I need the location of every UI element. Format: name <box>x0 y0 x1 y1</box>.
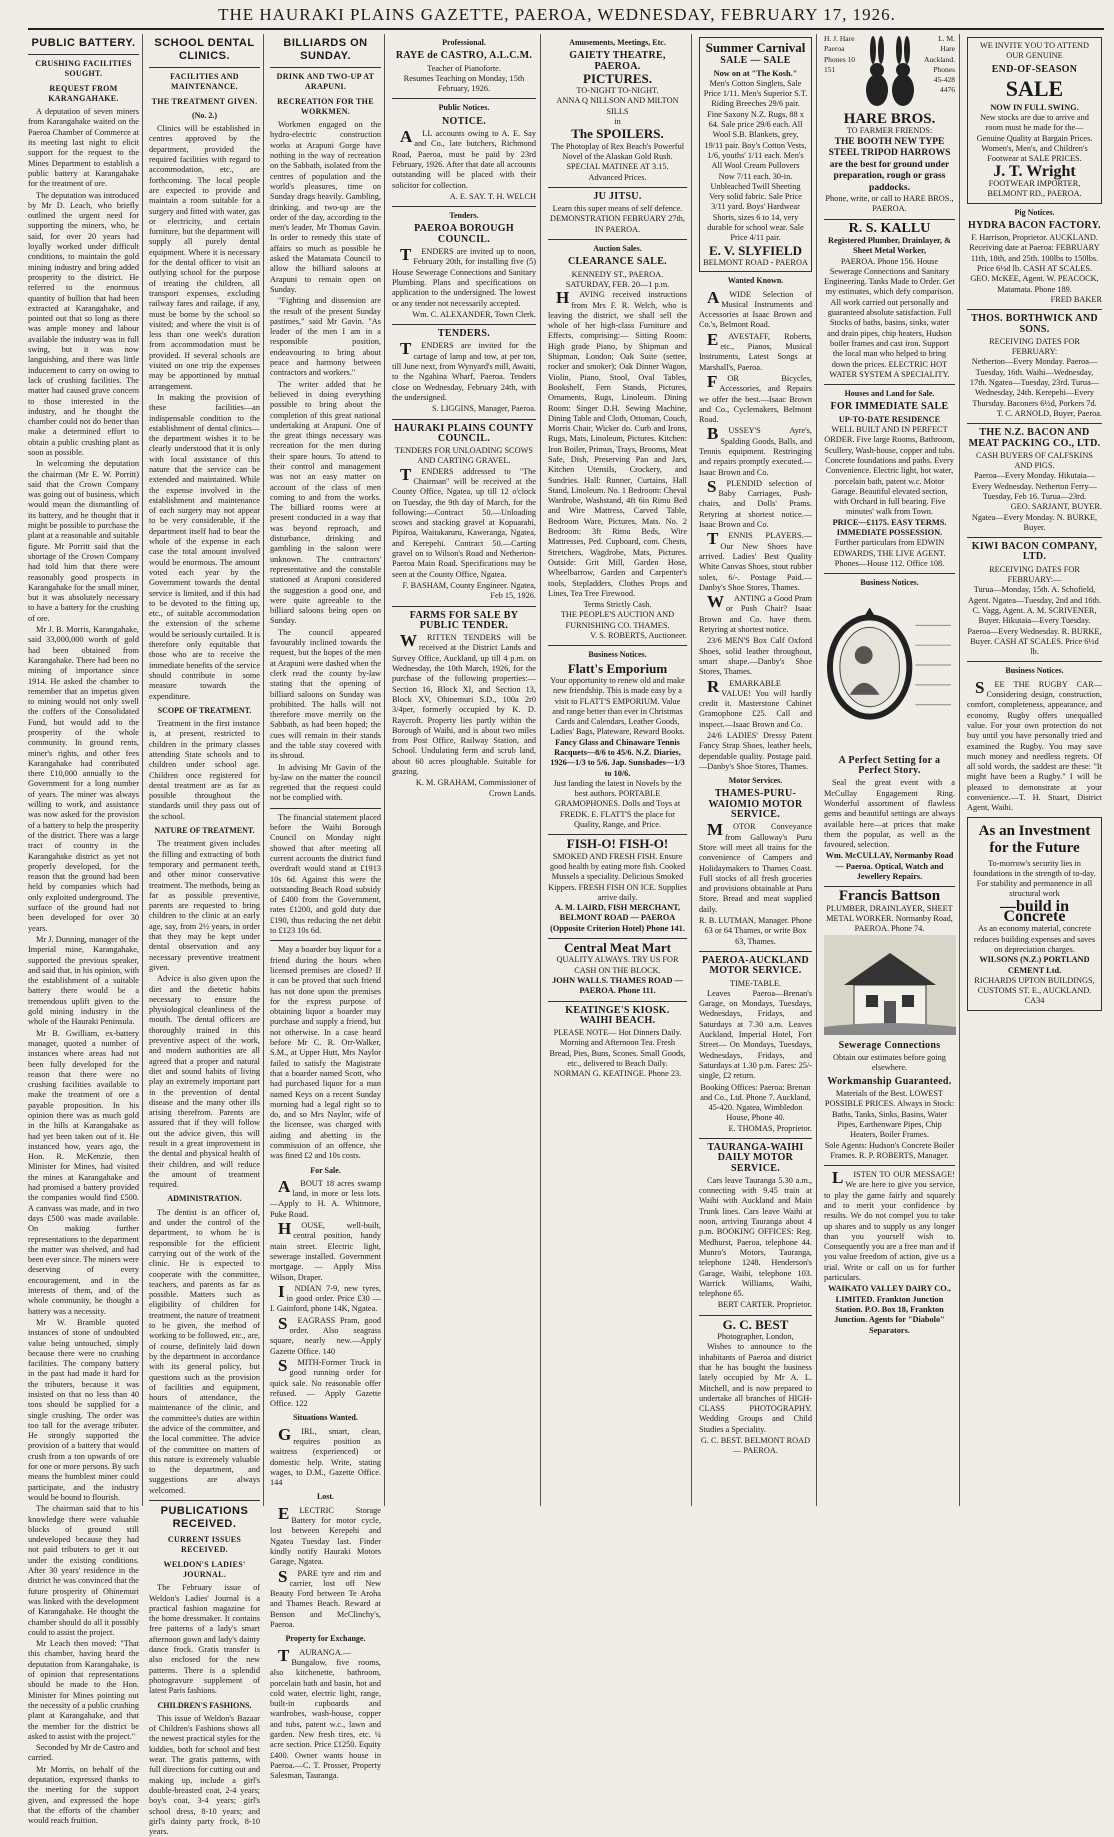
ad-headline: Flatt's Emporium <box>567 660 668 676</box>
ad-title: PAEROA BOROUGH COUNCIL. <box>414 223 514 245</box>
divider <box>967 309 1102 310</box>
divider <box>392 324 536 325</box>
masthead: THE HAURAKI PLAINS GAZETTE, PAEROA, WEDNESDAY, FEBRUARY 17, 1926. <box>218 5 896 24</box>
signature: A. E. SAY. T. H. WELCH <box>449 191 536 201</box>
ad-text: PAEROA. Phone 156. House Sewerage Connections and Sanitary Engineering. Tanks Made to Order. Get my estimates, which defy comparison. All work carried out personally and guaranteed absolute satisfaction. Full Stocks of baths, basins, sinks, water and drain pipes, chip heaters, Hudson boiler frames and cast iron. Support the local man who helped to bring down the prices. ELECTRIC HOT WATER SYSTEM A SPECIALITY. <box>824 256 955 379</box>
divider <box>270 67 381 68</box>
classified-ad: TAURANGA.—Bungalow, five rooms, also kitchenette, bathroom, porcelain bath and basin, hot and cold water, electric light, range, built-in cupboards and wardrobes, wash-house, copper and tubs, patent w.c., lawn and garden. New fresh tires, etc. ¼ acre section. Price £1250. Equity £400. Owner wants house in Paeroa.—C. T. Prosser, Property Salesman, Tauranga. <box>270 1645 381 1781</box>
ad-title: Sewerage Connections <box>838 1039 941 1051</box>
ad-title: SALE — SALE <box>720 55 791 67</box>
ad-line: Your opportunity to renew old and make new friendship. This is made easy by a visit to FLATT'S EMPORIUM. Value and range better than ever in Christmas Cards and Calendars, Leather Goods, Ladies' Bags, Plateware, Reward Books. <box>550 675 685 737</box>
section-heading: SCOPE OF TREATMENT. <box>157 705 252 715</box>
ad-headline: FISH-O! FISH-O! <box>566 836 669 852</box>
notice-text: ALL accounts owing to A. E. Say and Co., late butchers, Richmond Road, Paeroa, must be paid by 23rd February, 1926. After that date all accounts outstanding will be placed with their solicitor for collection. <box>392 127 536 190</box>
end-of-season-sale-ad <box>967 37 1102 204</box>
ad-line: A. M. LAIRD, FISH MERCHANT, BELMONT ROAD — PAEROA (Opposite Criterion Hotel) Phone 141. <box>550 903 685 933</box>
divider <box>824 886 955 887</box>
article-paragraph: The financial statement placed before the Waihi Borough Council on Monday night showed that after meeting all current accounts the district fund overdraft would stand at £1913 10s 6d. Against this were the outstanding Beach Road subsidy of £400 from the Government, rates £1200, and gold duty due £190, thus reducing the net debit to £123 10s 6d. <box>270 812 381 936</box>
divider <box>548 239 687 240</box>
ad-line: UP-TO-DATE RESIDENCE <box>838 414 941 424</box>
ad-line: To-morrow's security lies in foundations in the strength of to-day. For stability and permanence in all structural work <box>973 858 1096 899</box>
ad-line: PLEASE NOTE— Hot Dinners Daily. Morning and Afternoon Tea. Fresh Bread, Pies, Buns, Scones. Small Goods, etc., delivered to Beach Daily. <box>549 1028 686 1069</box>
section-heading: Business Notices. <box>1005 666 1064 676</box>
ad-title: CLEARANCE SALE. <box>568 256 667 268</box>
signature: Wm. C. ALEXANDER, Town Clerk. <box>412 309 536 319</box>
signature: GEO. SARJANT, BUYER. <box>1010 502 1102 512</box>
article-paragraph: Mr B. Gwilliam, ex-battery manager, quoted a number of instances where areas had not been fully developed for the reason that there were no crushing facilities available to make the treatment of ore a payable proposition. In his opinion there was as much gold in the hills at Karangahake as had yet been taken out of it. He instanced how, years ago, the Hon. R. McKenzie, then Minister for Mines, had visited the mines at Karangahake and had promised a battery provided the companies would find £500. A canvass was made, and in two days £500 was made available. On making further representations to the department the matter was shelved, and had been ever since. The miners were deserving of every encouragement, and in the interests of them, and of the whole community, he thought a battery was a necessity. <box>28 1028 139 1316</box>
divider <box>548 187 687 188</box>
ad-text: THE BOOTH NEW TYPE STEEL TRIPOD HARROWS are the best for ground under preparation, rough or grass paddocks. <box>828 136 951 193</box>
engagement-ring-illustration-icon <box>824 595 955 745</box>
ad-subtitle: TENDERS FOR UNLOADING SCOWS AND CARTING GRAVEL. <box>394 446 534 466</box>
ad-headline: E. V. SLYFIELD <box>709 242 802 258</box>
classified-ad: SMITH-Former Truck in good running order for quick sale. No reasonable offer refused. — Apply Gazette Office. 122 <box>270 1355 381 1409</box>
ad-line: WILSONS (N.Z.) PORTLAND CEMENT Ltd. <box>979 955 1090 975</box>
classified-ad: SEAGRASS Pram, good order. Also seagrass square, nearly new.—Apply Gazette Office. 140 <box>270 1313 381 1356</box>
article-title: PUBLIC BATTERY. <box>31 37 136 49</box>
ad-headline: J. T. Wright <box>993 162 1076 180</box>
classified-ad: ABOUT 18 acres swamp land, in more or less lots.—Apply to H. A. Whitmore, Puke Road. <box>270 1176 381 1219</box>
article-paragraph: In advising Mr Gavin of the by-law on the matter the council regretted that the request could not be complied with. <box>270 762 381 803</box>
article-subhead: DRINK AND TWO-UP AT ARAPUNI. <box>276 72 375 92</box>
section-heading: Amusements, Meetings, Etc. <box>569 38 666 47</box>
ad-line: SPECIAL MATINEE AT 3.15. <box>566 162 669 172</box>
ad-line: PRICE—£1175. EASY TERMS. IMMEDIATE POSSESSION. <box>832 517 947 537</box>
notice-text: TENDERS are invited up to noon, February 20th, for installing five (5) House Sewerage Connections and Sanitary Plumbing. Plans and specifications on application to the undersigned. The lowest or any tender not necessarily accepted. <box>392 245 536 308</box>
divider <box>824 573 955 574</box>
ad-text: Wishes to announce to the inhabitants of Paeroa and district that he has bought the business lately occupied by Mr A. L. Mitchell, and is now prepared to undertake all branches of HIGH-CLASS PHOTOGRAPHY. Wedding Groups and Child Studies a Speciality. <box>699 1342 812 1434</box>
article-paragraph: The council appeared favourably inclined towards the request, but the hopes of the men at Arapuni were dashed when the clerk read the county by-law stating that the opening of billiard saloons on Sunday was prohibited. The halls will not therefore move merrily on the Sabbath, as had been hoped; the cues will remain in their stands and the table stay covered with its shroud. <box>270 627 381 761</box>
ad-title: HYDRA BACON FACTORY. <box>968 219 1101 231</box>
ad-line: Genuine Quality at Bargain Prices. <box>976 133 1093 143</box>
ad-title: RAYE de CASTRO, A.L.C.M. <box>395 50 533 62</box>
column-amusements <box>544 34 692 1506</box>
article-paragraph: Mr Leach then moved: "That this chamber, having heard the deputation from Karangahake, is of opinion that representations should be made to the Hon. Minister for Mines pointing out the necessity of a public crushing plant at Karangahake, and that the member for the district be asked to assist with the project." <box>28 1639 139 1741</box>
ad-line: RECEIVING DATES FOR FEBRUARY:— <box>989 564 1080 585</box>
article-subhead: REQUEST FROM KARANGAHAKE. <box>48 83 119 103</box>
section-heading: Motor Services. <box>728 776 783 786</box>
ad-title: Workmanship Guaranteed. <box>827 1075 952 1087</box>
ad-line: THE PEOPLE'S AUCTION AND FURNISHING CO. THAMES. <box>560 610 675 630</box>
ad-line: TO-NIGHT TO-NIGHT. <box>576 86 659 96</box>
ad-headline: PICTURES. <box>583 70 652 86</box>
hare-header <box>824 34 955 112</box>
article-subhead: FACILITIES AND MAINTENANCE. <box>170 72 239 92</box>
concrete-ad <box>967 817 1102 1011</box>
ad-text: LISTEN TO OUR MESSAGE! We are here to give you service, to play the game fairly and squarely and to merit your confidence by results. We do not compel you to take up shares and to supply us any longer than you yourself wish to. Consequently you are a free man and if you value freedom of action, give us a trial. Write or call on us for further particulars. <box>824 1168 955 1283</box>
ad-line: Fancy Glass and Chinaware Tennis Racquets—8/6 to 45/6. N.Z. Diaries, 1926—1/3 to 5/6. Jap. Sunshades—1/3 to 10/6. <box>550 737 685 778</box>
ad-line: ANNA Q NILLSON AND MILTON SILLS <box>556 96 679 116</box>
ad-headline: Francis Battson <box>838 888 941 905</box>
article-paragraph: Mr W. Bramble quoted instances of stone of undoubted value being untouched, simply because there were no crushing facilities. The company battery in the past had made it hard for the tributers, because it was insisted on that no less than 40 tons should be supplied for a single crushing. The order was too tall for the average tributer. He strongly supported the provision of a battery that would crush from a ton upwards of ore for one or more persons. By such means the humblest miner could participate, and the industry would be bound to flourish. <box>28 1317 139 1502</box>
section-heading: Auction Sales. <box>593 244 642 254</box>
masthead-rule <box>28 28 1104 30</box>
ad-line: CASH BUYERS OF CALFSKINS AND PIGS. <box>976 450 1093 471</box>
hare-left-name: H. J. Hare <box>824 34 855 43</box>
ad-line: TIME-TABLE. <box>729 978 782 988</box>
article-paragraph: The February issue of Weldon's Ladies' Journal is a practical fashion magazine for the home dressmaker. It contains free patterns of a lady's smart afternoon gown and lady's dainty dance frock. Gratis transfer is also enclosed for the new patterns. There is a splendid photogravure supplement of latest Paris fashions. <box>149 1583 260 1696</box>
ad-line: Just landing the latest in Novels by the best authors. PORTABLE GRAMOPHONES. Dolls and Toys at FREDK. E. FLATT'S the place for Quality, Range, and Price. <box>553 778 682 830</box>
signature: K. M. GRAHAM, Commissioner of Crown Lands. <box>415 778 536 798</box>
article-part: (No. 2.) <box>191 110 218 120</box>
signature: V. S. ROBERTS, Auctioneer. <box>590 631 687 641</box>
section-heading: Tenders. <box>449 211 479 221</box>
ad-line: New stocks are due to arrive and room must be made for the— <box>980 113 1089 133</box>
divider <box>824 1165 955 1166</box>
ad-title: END-OF-SEASON <box>991 63 1078 75</box>
ad-line: Booking Offices: Paeroa: Brenan and Co., Ltd. Phone 7. Auckland, 45-420. Ngatea, Wimbledon House, Phone 40. <box>700 1082 811 1123</box>
ad-text: Cars leave Tauranga 5.30 a.m., connecting with 9.45 train at Waihi with Auckland and Main Trunk lines. Cars leave Waihi at noon, arriving Tauranga about 4 p.m. BOOKING OFFICES: Reg. Medhurst, Paeroa, telephone 44. Munro's Motors, Tauranga, telephone 1248. Henderson's Garage, Waihi, telephone 103. Warrick Williams, Waihi, telephone 65. <box>699 1175 812 1299</box>
article-paragraph: Mr Morris, on behalf of the deputation, expressed thanks to the meeting for the support given, and expressed the hope that the efforts of the chamber would reach fruition. <box>28 1764 139 1826</box>
article-paragraph: Clinics will be established in centres approved by the department, provided the required facilities with regard to accommodation, etc., are forthcoming. The local people are expected to provide and maintain a room suitable for a surgery and fitted with water, gas or electricity, and certain furniture, but the department will supply all purely dental equipment. Where it is necessary for the dental officer to visit an outlying school for the purpose of treating the children, all transport expenses, excluding railway fares and railage, if any, must be borne by the school so visited; and where the visit is of less than one week's duration from accommodation must be provided. If several schools are visited on one trip the expenses may be apportioned by mutual arrangement. <box>149 124 260 391</box>
ad-line: WE INVITE YOU TO ATTEND OUR GENUINE <box>979 41 1090 61</box>
divider <box>967 661 1102 662</box>
classified-ad: AWIDE Selection of Musical Instruments and Accessories at Isaac Brown and Co.'s, Belmont Road. <box>699 287 812 330</box>
ad-line: Photographer, London, <box>717 1332 794 1342</box>
classified-ad: SPLENDID selection of Baby Carriages, Push-chairs, and Dolls' Prams. Retyring at shortest notice.—Isaac Brown and Co. <box>699 476 812 530</box>
ad-headline: —build in Concrete <box>1000 897 1069 926</box>
article-title: PUBLICATIONS RECEIVED. <box>160 1505 249 1531</box>
ad-title: TENDERS. <box>437 328 491 340</box>
article-paragraph: Workmen engaged on the hydro-electric construction works at Arapuni Gorge have nothing in the way of recreation on the Sabbath, isolated from the centres of population and the world's pleasures, time on Sunday drags heavily. Gambling, drinking, and two-up are the order of the day, according to the men's leader, Mr Thomas Gavin. In order to remedy this state of affairs so much as possible he asked the Matamata Council to allow the billiard saloons at Arapuni to remain open on Sunday. <box>270 120 381 294</box>
article-paragraph: In welcoming the deputation the chairman (Mr E. W. Porritt) said that the Crown Company was going out of business, which would mean the dismantling of its battery, and he thought that it might be possible to purchase the plant at a reasonable and suitable figure. Mr Porritt said that the shortage of the Crown Company had told him that there were reasonably good prospects in Karangahake for the small miner, but it was absolutely necessary to have a battery for the crushing of ore. <box>28 459 139 623</box>
ad-text: Seal the great event with a McCullay Engagement Ring. Wonderful assortment of flawless gems and beautiful settings are always available here—at prices that make them the popular, as well as the favoured, selection. <box>824 778 955 850</box>
ad-line: DEMONSTRATION FEBRUARY 27th, IN PAEROA. <box>550 214 685 234</box>
ad-title: THE N.Z. BACON AND MEAT PACKING CO., LTD. <box>968 427 1101 449</box>
classified-heading: Lost. <box>316 1492 335 1502</box>
signature: WAIKATO VALLEY DAIRY CO., LIMITED. Frankton Junction Station. P.O. Box 18, Frankton Junction. Agents for "Diabolo" Separators. <box>828 1284 951 1335</box>
article-subhead: RECREATION FOR THE WORKMEN. <box>277 96 374 116</box>
ad-line: RECEIVING DATES FOR FEBRUARY: <box>989 336 1080 357</box>
article-subhead: CRUSHING FACILITIES SOUGHT. <box>35 59 132 79</box>
ad-headline: R. S. KALLU <box>848 220 931 236</box>
divider <box>28 54 139 55</box>
ad-line: Registered Plumber, Drainlayer, & Sheet Metal Worker, <box>828 235 951 256</box>
divider <box>392 98 536 99</box>
ad-text: SEE THE RUGBY CAR—Considering design, construction, comfort, completeness, appearance, and economy, Rugby offers unequalled value. For your own protection do not buy until you have personally tried and examined the Rugby. You may save much money and needless regrets. Of all sold words, the saddest are these: "It might have been a Rugby." I will be pleased to demonstrate at your convenience.—T. H. Stuart, District Agent, Waihi. <box>967 677 1102 813</box>
classified-ad: 24/6 LADIES' Dressy Patent Fancy Strap Shoes, leather heels, dependable quality. Postage paid.—Danby's Shoe Stores, Thames. <box>699 731 812 771</box>
ad-line: Obtain our estimates before going elsewhere. <box>833 1053 946 1073</box>
signature: R. B. LUTMAN, Manager. Phone 63 or 64 Thames, or write Box 63, Thames. <box>699 916 812 946</box>
ad-text: F. Harrison, Proprietor. AUCKLAND. Receiving date at Paeroa: FEBRUARY 11th, 18th, and 25th. 100lbs to 150lbs. Price 6½d lb. CASH AT SCALES. GEO. McKEE, Agent. W. PEACOCK, Matamata. Phone 189. <box>969 233 1100 294</box>
ad-text: Materials of the Best. LOWEST POSSIBLE PRICES. Always in Stock: Baths, Tanks, Sinks, Basins, Water Pipes, Earthenware Pipes, Chip Heaters, Boiler Frames. <box>824 1089 955 1140</box>
section-heading: Wanted Known. <box>727 276 784 286</box>
classified-ad: ELECTRIC Storage Battery for motor cycle, lost between Kerepehi and Ngatea Tuesday last. Finder kindly notify Hauraki Motors Garage, Ngatea. <box>270 1503 381 1567</box>
house-illustration-icon <box>824 935 956 1035</box>
ad-line: BELMONT ROAD - PAEROA <box>703 257 808 267</box>
ad-text: WELL BUILT AND IN PERFECT ORDER. Five large Rooms, Bathroom, Scullery, Wash-house, copper and tubs. Concrete foundations and paths. Every Convenience. Electric light, hot water, porcelain bath, patent w.c. Motor Garage. Beautiful elevated section, with Orchard in full bearing. Five minutes' walk from Town. <box>824 425 955 517</box>
ad-line: FOOTWEAR IMPORTER, BELMONT RD., PAEROA. <box>987 178 1082 199</box>
notice-text: TENDERS are invited for the cartage of lamp and tow, at per ton, till June next, from Wynyard's mill, Awaiti, to the Ngahina Wharf, Paeroa. Tenders close on Wednesday, February 24th, with the undersigned. <box>392 339 536 402</box>
ad-headline: Summer Carnival <box>705 40 806 55</box>
article-paragraph: The deputation was introduced by Mr D. Leach, who briefly outlined the urgent need for supporting the miners, who, he said, for over 20 years had loyally worked under difficult conditions, to maintain the gold mining industry and bring added prosperity to the district. He referred to the enormous quantity of bullion that had been extracted at Karangahake, and pointed out that so long as there was ample money and labour available the industry was in full swing, but it was now languishing, and there was little inducement to carry on owing to lack of crushing facilities. The matter had caused grave concern to those interested in the industry, and he thought the chamber could not do better than make a determined effort to obtain a public crushing plant as soon as possible. <box>28 190 139 457</box>
section-heading: Pig Notices. <box>1014 207 1055 217</box>
ad-title: JU JITSU. <box>593 190 642 202</box>
divider <box>392 206 536 207</box>
classified-heading: Property for Exchange. <box>285 1634 366 1644</box>
article-paragraph: Mr J. Dunning, manager of the Imperial mine, Karangahake, supported the previous speaker, and said that, in his opinion, with the establishment of a suitable battery there would be a tremendous uplift given to the gold mining industry in the whole of the Hauraki Peninsula. <box>28 934 139 1027</box>
divider <box>699 1138 812 1139</box>
signature: BERT CARTER. Proprietor. <box>717 1300 812 1310</box>
ad-title: THAMES-PURU-WAIOMIO MOTOR SERVICE. <box>708 788 803 821</box>
article-paragraph: May a boarder buy liquor for a friend during the hours when licensed premises are closed? If it can be proved that such friend has not done upon the premises for the express purpose of obtaining liquor a boarder may purchase and supply a friend, but not otherwise. In a case heard before Mr C. R. Orr-Walker, S.M., at Upper Hutt, Mrs Naylor failed to satisfy the Magistrate that a boarder named Scott, who had purchased liquor for a man named Keys on a recent Sunday morning had a legal right so to do, and so Mrs Naylor, wife of the licensee, was charged with aiding and abetting in the commission of an offence, she was fined £2 and 10s costs. <box>270 945 381 1161</box>
classified-heading: Situations Wanted. <box>293 1413 358 1423</box>
ad-line: JOHN WALLS. THAMES ROAD — PAEROA. Phone 111. <box>552 975 683 996</box>
divider <box>392 419 536 420</box>
ad-title: KIWI BACON COMPANY, LTD. <box>971 541 1098 563</box>
divider <box>270 940 381 941</box>
hare-right-name: L. M. Hare <box>938 34 955 54</box>
ad-title: HAURAKI PLAINS COUNTY COUNCIL. <box>394 422 534 444</box>
ad-headline: As an Investment for the Future <box>978 822 1091 856</box>
ad-text: Netherton—Every Monday. Paeroa—Tuesday, 16th. Waihi—Wednesday, 17th. Ngatea—Tuesday, 23rd. Turua—Wednesday, 24th. Kerepehi—Every Thursday. Baconers 6½d, Porkers 7d. <box>969 357 1100 408</box>
signature: F. BASHAM, County Engineer. Ngatea, Feb 15, 1926. <box>402 580 536 601</box>
classified-ad: SPARE tyre and rim and carrier, lost off New Beauty Ford between Te Aroha and Thames Beach. Reward at Benson and McClinchy's, Paeroa. <box>270 1566 381 1630</box>
article-paragraph: Seconded by Mr de Castro and carried. <box>28 1743 139 1763</box>
classified-ad: WANTING a Good Pram or Push Chair? Isaac Brown and Co. have them. Retyring at shortest notice. <box>699 592 812 635</box>
divider <box>699 1315 812 1316</box>
ad-line: PLUMBER, DRAINLAYER, SHEET METAL WORKER. Normanby Road, PAEROA. Phone 74. <box>826 903 953 934</box>
classified-ad: GIRL, smart, clean, requires position as waitress (experienced) or domestic help. Write, stating wages, to D.M., Gazette Office. 144 <box>270 1424 381 1488</box>
ad-text: Ngatea—Every Monday. N. BURKE, Buyer. <box>971 512 1098 532</box>
ad-title: TAURANGA-WAIHI DAILY MOTOR SERVICE. <box>707 1141 804 1174</box>
signature: Sole Agents: Hudson's Concrete Boiler Frames. R. P. ROBERTS, Manager. <box>824 1140 955 1160</box>
ad-line: QUALITY ALWAYS. TRY US FOR CASH ON THE BLOCK. <box>556 955 679 975</box>
hare-logo-icon <box>859 34 921 112</box>
classified-ad: BUSSEY'S Ayre's, Spalding Goods, Balls, and Tennis equipment. Restringing and repairs promptly executed.—Isaac Brown and Co. <box>699 424 812 477</box>
ad-line: Now on at "The Kosh." <box>713 68 798 78</box>
classified-ad: TENNIS PLAYERS.—Our New Shoes have arrived. Ladies' Best Quality White Canvas Shoes, stout rubber soles, 6/-. Postage Paid.—Danby's Shoe Stores, Thames. <box>699 529 812 592</box>
ad-line: Teacher of Pianoforte. <box>427 63 501 73</box>
classified-heading: For Sale. <box>310 1165 341 1175</box>
column-public-battery <box>28 34 143 1826</box>
article-paragraph: The dentist is an officer of, and under the control of the department, to whom he is responsible for the efficient carrying out of the work of the clinic. He is expected to cooperate with the committee, teachers, and parents as far as possible. Matters such as eligibility of children for treatment, the nature of treatment to be given, the method of working to be followed, etc., are, of course, definitely laid down by the department in accordance with its general policy, but questions such as the provision of facilities and equipment, hours of attendance, the maintenance of the clinic, and the committee's duties are within the advice of the committee, and the local committee. The advice of the committee on matters of this nature is extremely valuable to the department, and suggestions are always welcomed. <box>149 1207 260 1495</box>
ad-title: FOR IMMEDIATE SALE <box>830 401 949 413</box>
divider <box>149 1500 260 1501</box>
article-title: SCHOOL DENTAL CLINICS. <box>154 37 255 62</box>
ad-title: NOTICE. <box>441 115 487 127</box>
ad-text: HAVING received instructions from Mrs F. R. Welch, who is leaving the district, we shall sell the whole of her high-class Furniture and Effects, comprising:— Sitting Room: High grade Piano, by Shipman and Shipman, London; Oak Suite (settee, rocker and smoker); Oak Dinner Wagon, Violin, Piano, Stool, Oval Tables, Bookshelf, Fern Stands, Pictures, Ornaments, Rugs, Linoleum. Dining Room: Singer D.H. Sewing Machine, Dining Table and Cloth, Ottoman, Couch, Morris Chair, Wicker do. Curb and Irons, Rugs, Mats, Linoleum, Pictures. Kitchen: Iron Boiler, Primus, Trays, Brooms, Meat Safe, Dish, Preserving Pan and Jars, Kitchen Utensils, Crockery, and Sundries. Hall: Runner, Curtains, Hall Stand, Linoleum. No. 1 Bedroom: Cheval Wardrobe, Washstand, 4ft 6in Rimu Bed and Wire Mattress, Carved Table, Bedroom Ware, Pictures, Mats. No. 2 Bedroom: 3ft Rimu Beds, Wire Mattresses, Ped. Cupboard, com. Chests, Stretchers, Wagdrobe, Mats, Pictures. Outside: Grit Mill, Garden Hose, Wheelbarrow, Garden and Carpenter's tools, Stepladders, Clothes Props and Lines, Tea Tree Firewood. <box>548 288 687 598</box>
divider <box>967 537 1102 538</box>
ad-text: Leaves Paeroa—Brenan's Garage, on Mondays, Tuesdays, Wednesdays, Fridays, and Saturdays at 7.30 a.m. Leaves Auckland, Imperial Hotel, Fort Street— On Mondays, Tuesdays, Wednesdays, Fridays, and Saturdays at 1.30 p.m. Fares: 25/- single, £2 return. <box>699 988 812 1081</box>
article-paragraph: Mr J. B. Morris, Karangahake, said 33,000,000 worth of gold had been obtained from Karangahake. There had been no mining of importance since 1914. He asked the chamber to remember that an impetus given to mining would not only swell the coffers of the Consolidated Fund, but would add to the prosperity of the whole community. In ground rents, miner's rights, and other fees Karangahake had contributed there £10,000 annually to the Government for a long number of years. The miner was always willing to work, and assistance was now asked for the provision of a battery to help the prosperity of the district. There was a large tract of country in the Karangahake district as yet not properly developed, for the reason that the ground had been held by companies which had only exploited underground. The surface of the ground had not been developed for over 30 years. <box>28 625 139 933</box>
ad-line: Women's, Men's, and Children's Footwear at SALE PRICES. <box>981 144 1088 164</box>
divider <box>392 606 536 607</box>
divider <box>824 384 955 385</box>
ad-headline: HARE BROS. <box>843 111 936 127</box>
divider <box>967 423 1102 424</box>
ad-line: Learn this super means of self defence. <box>552 204 683 214</box>
section-heading: Public Notices. <box>438 103 490 113</box>
article-paragraph: Advice is also given upon the diet and the dietetic habits necessary to ensure the physiological cleanliness of the mouth. The dental officers are thoroughly trained in this preventive aspect of the work, and modern authorities are all agreed that a proper and natural diet and sound habits of living play an extremely important part in the prevention of dental disease and the many other ills arising therefrom. Parents are assured that if they will follow out the advice given, this will result in a great improvement in the dental and physical health of their children, and will reduce the amount of treatment required. <box>149 974 260 1190</box>
ad-line: The Photoplay of Rex Beach's Powerful Novel of the Alaskan Gold Rush. <box>550 141 685 161</box>
article-paragraph: "Fighting and dissension are the result of the present Sunday pastimes," said Mr Gavin. "As leader of the men I am in a responsible position, endeavouring to bring about peace and harmony between contractors and workers." <box>270 296 381 378</box>
article-title: BILLIARDS ON SUNDAY. <box>283 37 368 62</box>
article-paragraph: The writer added that he believed in doing everything possible to bring about the completion of this great national undertaking at Arapuni. One of the great things necessary was recreation for the men during their spare hours. To attend to their control and management was not an easy matter on account of the class of men coming to and from the works. The billiard rooms were at present conducted in a way that was beyond reproach, and disturbance, drinking and gambling in the saloon were unknown. The contractors' representative and the constable stationed at Arapuni considered the suggestion a good one, and were quite agreeable to the billiard saloons being open on Sunday. <box>270 379 381 626</box>
notice-text: TENDERS addressed to "The Chairman" will be received at the County Office, Ngatea, up till 12 o'clock on Tuesday, the 9th day of March, for the following:—Contract 50.—Unloading scows and stacking gravel at Kopuarahi, Pipiroa, Waitakaruru, Kaweranga, Ngatea, and Kerepehi. Contract 50.—Carting gravel on to Wilson's Road and Netherton-Paeroa Main Road. Specifications may be seen at the County Office, Ngatea. <box>392 464 536 579</box>
signature: E. THOMAS, Proprietor. <box>728 1123 812 1133</box>
article-subhead: CURRENT ISSUES RECEIVED. <box>167 1535 242 1555</box>
ad-line: NORMAN G. KEATINGE. Phone 23. <box>553 1069 682 1079</box>
classified-ad: HOUSE, well-built, central position, handy main street. Electric light, sewerage installed. Government mortgage. — Apply Miss Wilson, Draper. <box>270 1219 381 1282</box>
section-heading: Professional. <box>442 38 486 47</box>
ad-line: SATURDAY, FEB. 20—1 p.m. <box>565 279 670 289</box>
ad-headline: Central Meat Mart <box>564 940 671 956</box>
column-hare-bros <box>820 34 960 1506</box>
ad-text: Paeroa—Every Monday. Hikutaia—Every Wednesday. Netherton Ferry—Tuesday, Feb 16. Turua—23rd. <box>972 471 1097 501</box>
ad-headline: The SPOILERS. <box>571 126 664 142</box>
classified-ad: INDIAN 7-9, new tyres, in good order. Price £30 —I. Gainford, phone 14K, Ngatea. <box>270 1281 381 1314</box>
article-subhead: WELDON'S LADIES' JOURNAL. <box>163 1559 246 1579</box>
hare-right-phones: Auckland. Phones 45-428 4476 <box>923 54 955 95</box>
signature: S. LIGGINS, Manager, Paeroa. <box>431 404 536 414</box>
section-heading: Business Notices. <box>860 578 919 588</box>
article-paragraph: The chairman said that to his knowledge there were valuable blocks of ground still undeveloped because they had not paid tributers to get it out under the existing conditions. After 30 years' residence in the district he was convinced that the future prosperity of Ohinemuri was linked with the development of Karangahake. He thought the chamber should do all it possibly could to assist the project. <box>28 1504 139 1637</box>
article-paragraph: Treatment in the first instance is, at present, restricted to children in the primary classes attending State schools and to children under school age. Children once registered for dental treatment are as far as possible throughout the standards until they pass out of the school. <box>149 719 260 821</box>
divider <box>824 219 955 220</box>
ad-headline: SALE <box>1005 75 1064 101</box>
divider <box>149 67 260 68</box>
ad-title: THOS. BORTHWICK AND SONS. <box>971 313 1098 335</box>
ad-line: Further particulars from EDWIN EDWARDS, THE LIVE AGENT. Phones—House 112. Office 108. <box>833 538 946 568</box>
section-heading: Houses and Land for Sale. <box>844 389 935 399</box>
section-heading: CHILDREN'S FASHIONS. <box>157 1700 252 1710</box>
classified-ad: EAVESTAFF, Roberts, etc., Pianos, Musical Instruments, Latest Songs at Marshall's, Paeroa. <box>699 329 812 372</box>
column-dental-clinics <box>146 34 264 1837</box>
signature: T. C. ARNOLD, Buyer, Paeroa. <box>996 408 1102 418</box>
ad-title: GAIETY THEATRE, PAEROA. <box>569 50 666 72</box>
ad-line: Phone, write, or call to HARE BROS., PAEROA. <box>825 194 954 214</box>
ad-line: RICHARDS UPTON BUILDINGS, CUSTOMS ST. E., AUCKLAND. CA34 <box>974 975 1095 1006</box>
article-paragraph: In making the provision of these facilities—an indispensable condition to the establishment of dental clinics—the department wishes it to be clearly understood that it is only with local assistance of this nature that the service can be extended and maintained. While the expense involved in the establishment and maintenance of each surgery may not appear to be very considerable, if the department itself had to bear the whole of the expense in each case the total amount involved would be enormous. The amount voted each year by the Government towards the dental service is limited, and if this had to be devoted to the fitting up, etc., of suitable accommodation the extension of the scheme would be seriously curtailed. It is therefore only equitable that those who are to receive the immediate benefits of the service should contribute in some measure towards the expenditure. <box>149 392 260 701</box>
ad-title: A Perfect Setting for a Perfect Story. <box>838 754 941 777</box>
divider <box>699 951 812 952</box>
divider <box>270 808 381 809</box>
divider <box>548 1001 687 1002</box>
notice-text: WRITTEN TENDERS will be received at the District Lands and Survey Office, Auckland, up till 4 p.m. on Wednesday, the 10th March, 1926, for the purchase of the following properties:— Section 16, Block XI, and Section 13, Block XV, Ohinemuri S.D., 100a 2r0 3/4per, formerly occupied by K. D. Raycroft. Property lies partly within the Borough of Waihi, and is about two miles from Post Office, Railway Station, and School. Undulating ferm and scrub land, about 60 acres ploughable. Suitable for grazing. <box>392 631 536 776</box>
ad-line: NOW IN FULL SWING. <box>990 102 1079 112</box>
column-carnival <box>695 34 817 1506</box>
classified-ad: REMARKABLE VALUE! You will hardly credit it. Masterstone Cabinet Gramophone £25. Call and inspect.—Isaac Brown and Co. <box>699 676 812 729</box>
ad-line: KENNEDY ST., PAEROA. <box>571 269 664 279</box>
signature: FRED BAKER <box>1050 294 1102 304</box>
ad-text: MOTOR Conveyance from Galloway's Puru Store will meet all trains for the convenience of Campers and Holidaymakers to Thames Coast. Full stocks of all fresh groceries and provisions obtainable at Puru Store. Bread and meat supplied daily. <box>699 820 812 914</box>
article-paragraph: The treatment given includes the filling and extracting of both temporary and permanent teeth, and other minor conservative treatment. The methods, being as far as possible preventive, parents are requested to bring children to the clinic at an early age, say, from 2½ years, in order that they may be kept under dental observation and any necessary preventive treatment given. <box>149 839 260 972</box>
ad-line: Terms Strictly Cash. <box>583 600 652 610</box>
divider <box>548 938 687 939</box>
section-heading: NATURE OF TREATMENT. <box>154 826 255 836</box>
ad-line: TO FARMER FRIENDS: <box>846 126 933 136</box>
article-paragraph: A deputation of seven miners from Karangahake waited on the Paeroa Chamber of Commerce at its meeting last night to elicit support for the request to the Mines Department to establish a public battery at Karangahake for the treatment of ore. <box>28 107 139 189</box>
divider <box>548 834 687 835</box>
ad-line: in <box>614 117 621 127</box>
signature: Wm. McCULLAY, Normanby Road — Paeroa. Optical, Watch and Jewellery Repairs. <box>825 851 954 882</box>
ad-headline: G. C. BEST <box>722 1316 789 1332</box>
signature: G. C. BEST. BELMONT ROAD — PAEROA. <box>700 1436 811 1456</box>
article-paragraph: This issue of Weldon's Bazaar of Children's Fashions shows all the newest practical styles for the kiddies, both for school and best wear. The gratis patterns, with full directions for cutting out and making up, include a girl's double-breasted coat, 2-4 years; boy's coat, 3-4 years; girl's school dress, 8-10 years; and girl's dainty party frock, 8-10 years. <box>149 1713 260 1837</box>
ad-line: SMOKED AND FRESH FISH. Ensure good health by eating more fish. Cooked Mussels a speciality. Delicious Smoked Kippers. FRESH FISH ON ICE. Supplies arrive daily. <box>548 851 687 902</box>
hare-left-phones: Paeroa Phones 10 151 <box>824 44 856 74</box>
section-heading: ADMINISTRATION. <box>167 1194 242 1204</box>
column-sale-pigs <box>963 34 1106 1506</box>
ad-line: As an economy material, concrete reduces building expenses and saves on depreciation charges. <box>973 924 1096 954</box>
carnival-ad <box>699 37 812 272</box>
ad-line: Advanced Prices. <box>588 172 647 182</box>
ad-title: FARMS FOR SALE BY PUBLIC TENDER. <box>409 609 519 631</box>
ad-title: KEATINGE'S KIOSK. WAIHI BEACH. <box>565 1004 670 1026</box>
ad-title: PAEROA-AUCKLAND MOTOR SERVICE. <box>701 954 810 977</box>
column-billiards <box>267 34 385 1781</box>
ad-text: Men's Cotton Singlets, Sale Price 1/11. Men's Superior S.T. Riding Breeches 29/6 pair. Fine Saxony N.Z. Rugs, 88 x 64. Sale price 29/6 each. All Wool S.B. Blankets, grey, 19/11 pair. Boy's Cotton Vests, 1/6, youths' 1/11 each. Men's All Wool Cream Pullovers Now 7/11 each. 30-in. Unbleached Twill Sheeting Very solid fabric. Sale Price 3/11 yard. Boys' Hardwear Shorts, sizes 6 to 14, very durable for school wear. Sale Price 4/11 pair. <box>703 78 808 243</box>
ad-text: Turua—Monday, 15th. A. Schofield, Agent. Ngatea—Tuesday, 2nd and 16th. C. Vagg, Agent. A. M. SCRIVENER, Buyer. Hikutaia—Every Tuesday. Paeroa—Every Wednesday. R. BURKE, Buyer. CASH AT SCALES. Price 6½d lb. <box>967 585 1102 657</box>
classified-ad: 23/6 MEN'S Box Calf Oxford Shoes, solid leather throughout, smart shape.—Danby's Shoe Stores, Thames. <box>699 636 812 677</box>
column-notices <box>388 34 541 1506</box>
article-subhead: THE TREATMENT GIVEN. <box>151 96 258 106</box>
ad-line: Resumes Teaching on Monday, 15th February, 1926. <box>403 73 525 94</box>
classified-ad: FOR Bicycles, Accessories, and Repairs we offer the best.—Isaac Brown and Co., Cyclemakers, Belmont Road. <box>699 371 812 425</box>
section-heading: Business Notices. <box>588 650 647 660</box>
divider <box>548 645 687 646</box>
